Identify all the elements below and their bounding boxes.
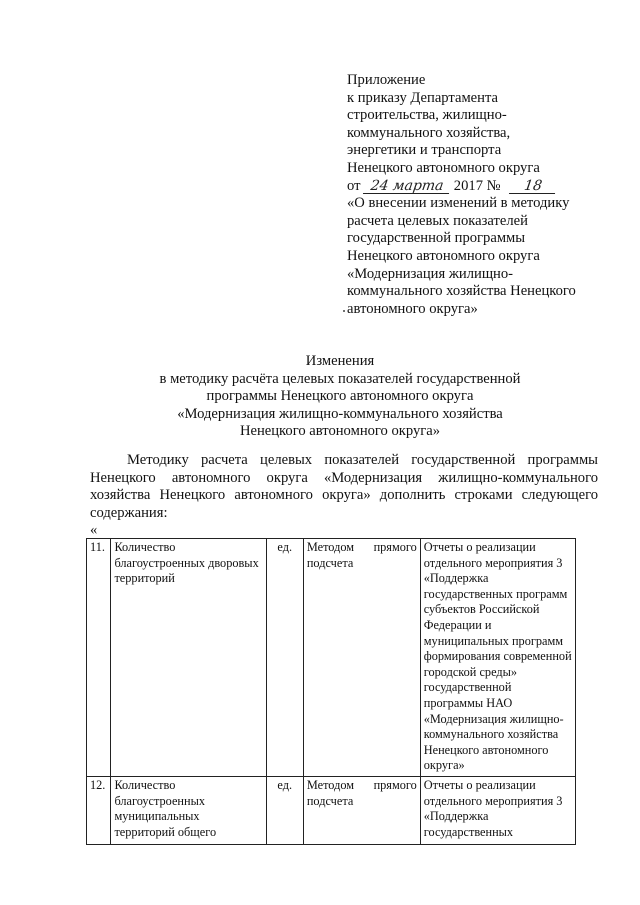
order-year: 2017 № <box>453 177 501 194</box>
subject-line: автономного округа» <box>347 300 478 317</box>
appendix-header <box>347 72 617 318</box>
subject-line: «Модернизация жилищно- <box>347 265 514 282</box>
document-title <box>90 353 590 441</box>
appendix-line: энергетики и транспорта <box>347 142 502 159</box>
appendix-line: к приказу Департамента <box>347 89 498 106</box>
title-line: программы Ненецкого автономного округа <box>206 388 474 405</box>
body-paragraph: Методику расчета целевых показателей государственной программы Ненецкого автономного округа «Модернизация жилищно-коммунального хозяйства Ненецкого автономного округа» дополнить строками следующего содержания: <box>90 452 598 521</box>
table-row <box>87 539 576 777</box>
order-date-line <box>347 178 617 196</box>
indicators-table <box>86 538 576 845</box>
method-word: подсчета <box>306 793 354 808</box>
method-word: прямого <box>373 777 417 792</box>
title-line: Изменения <box>305 353 375 369</box>
method-word: Методом <box>306 540 355 554</box>
subject-line: Ненецкого автономного округа <box>347 247 540 264</box>
appendix-line: Приложение <box>347 72 426 88</box>
title-line: «Модернизация жилищно-коммунального хозяйства <box>177 405 503 422</box>
unit-cell: ед. <box>266 539 303 777</box>
handwritten-number: 18 <box>509 179 557 194</box>
title-line: Ненецкого автономного округа» <box>239 423 441 440</box>
table-row <box>87 776 576 844</box>
unit-cell: ед. <box>266 776 303 844</box>
row-number: 11. <box>87 539 111 777</box>
method-word: Методом <box>306 777 355 792</box>
method-cell <box>303 776 420 844</box>
subject-line: расчета целевых показателей <box>347 212 528 229</box>
indicator-name: Количество благоустроенных дворовых территорий <box>111 539 266 777</box>
method-word: подсчета <box>306 555 354 570</box>
method-word: прямого <box>373 540 417 554</box>
scan-dot <box>343 310 345 312</box>
indicator-name: Количество благоустроенных муниципальных территорий общего <box>111 776 266 844</box>
subject-line: государственной программы <box>347 230 526 247</box>
subject-line: «О внесении изменений в методику <box>347 195 570 212</box>
handwritten-date: 24 марта <box>363 179 451 194</box>
date-prefix: от <box>347 177 361 194</box>
source-cell: Отчеты о реализации отдельного мероприятия 3 «Поддержка государственных программ субъектов Российской Федерации и муниципальных программ формирования современной городской среды» государственной программы НАО «Модернизация жилищно-коммунального хозяйства Ненецкого автономного округа» <box>420 539 575 777</box>
method-cell <box>303 539 420 777</box>
appendix-line: коммунального хозяйства, <box>347 124 511 141</box>
source-cell: Отчеты о реализации отдельного мероприятия 3 «Поддержка государственных <box>420 776 575 844</box>
appendix-line: Ненецкого автономного округа <box>347 159 540 176</box>
appendix-line: строительства, жилищно- <box>347 107 507 124</box>
open-quote: « <box>90 522 98 538</box>
row-number: 12. <box>87 776 111 844</box>
title-line: в методику расчёта целевых показателей государственной <box>159 370 521 387</box>
subject-line: коммунального хозяйства Ненецкого <box>347 283 576 300</box>
